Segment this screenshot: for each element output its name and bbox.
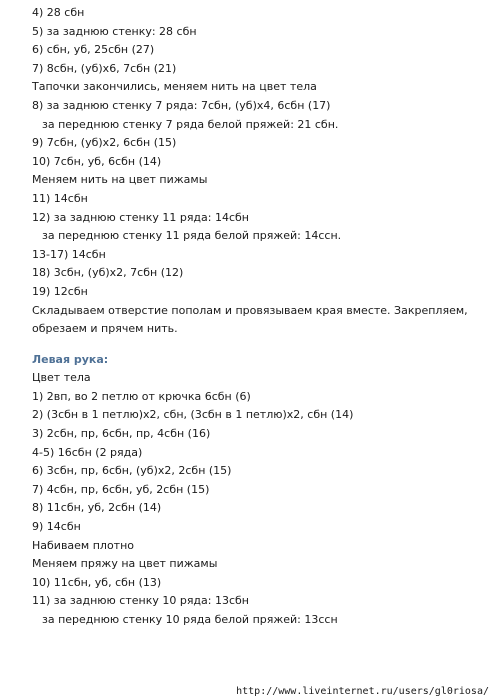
pattern-line: 9) 7сбн, (уб)х2, 6сбн (15) [32, 136, 177, 150]
pattern-line: 7) 4сбн, пр, 6сбн, уб, 2сбн (15) [32, 482, 210, 496]
pattern-line: 2) (3сбн в 1 петлю)х2, сбн, (3сбн в 1 петлю)х2, сбн (14) [32, 408, 354, 422]
pattern-subline: за переднюю стенку 11 ряда белой пряжей: 14ссн. [42, 229, 342, 243]
pattern-line: 6) сбн, уб, 25сбн (27) [32, 43, 155, 57]
pattern-line: 3) 2сбн, пр, 6сбн, пр, 4сбн (16) [32, 427, 211, 441]
pattern-line: 8) 11сбн, уб, 2сбн (14) [32, 501, 162, 515]
pattern-line: 19) 12сбн [32, 284, 88, 298]
pattern-line: 13-17) 14сбн [32, 247, 106, 261]
pattern-subline: за переднюю стенку 7 ряда белой пряжей: 21 сбн. [42, 117, 339, 131]
section-gap [32, 339, 472, 351]
pattern-line: 6) 3сбн, пр, 6сбн, (уб)х2, 2сбн (15) [32, 464, 232, 478]
instruction-note: Набиваем плотно [32, 538, 135, 552]
pattern-line: 8) за заднюю стенку 7 ряда: 7сбн, (уб)х4, 6сбн (17) [32, 98, 331, 112]
pattern-line: 12) за заднюю стенку 11 ряда: 14сбн [32, 210, 250, 224]
instruction-note: Цвет тела [32, 371, 91, 385]
pattern-subline: за переднюю стенку 10 ряда белой пряжей: 13ссн [42, 613, 338, 626]
pattern-line: 10) 11сбн, уб, сбн (13) [32, 575, 162, 589]
pattern-line: 18) 3сбн, (уб)х2, 7сбн (12) [32, 266, 184, 280]
instruction-paragraph: Складываем отверстие пополам и провязываем края вместе. Закрепляем, обрезаем и прячем нить. [32, 303, 468, 336]
pattern-line: 4-5) 16сбн (2 ряда) [32, 445, 143, 459]
instruction-note: Меняем нить на цвет пижамы [32, 173, 208, 187]
instruction-note: Меняем пряжу на цвет пижамы [32, 557, 218, 571]
pattern-line: 5) за заднюю стенку: 28 сбн [32, 24, 197, 38]
instruction-note: Тапочки закончились, меняем нить на цвет тела [32, 80, 317, 94]
pattern-line: 7) 8сбн, (уб)х6, 7сбн (21) [32, 61, 177, 75]
section-heading: Левая рука: [32, 352, 109, 366]
source-url-watermark: http://www.liveinternet.ru/users/gl0riosa/ [236, 686, 489, 697]
pattern-line: 11) за заднюю стенку 10 ряда: 13сбн [32, 594, 250, 608]
pattern-line: 9) 14сбн [32, 520, 81, 534]
pattern-line: 10) 7сбн, уб, 6сбн (14) [32, 154, 162, 168]
pattern-line: 11) 14сбн [32, 191, 88, 205]
document-body [32, 4, 472, 630]
pattern-line: 4) 28 сбн [32, 6, 85, 19]
pattern-line: 1) 2вп, во 2 петлю от крючка 6сбн (6) [32, 389, 251, 403]
